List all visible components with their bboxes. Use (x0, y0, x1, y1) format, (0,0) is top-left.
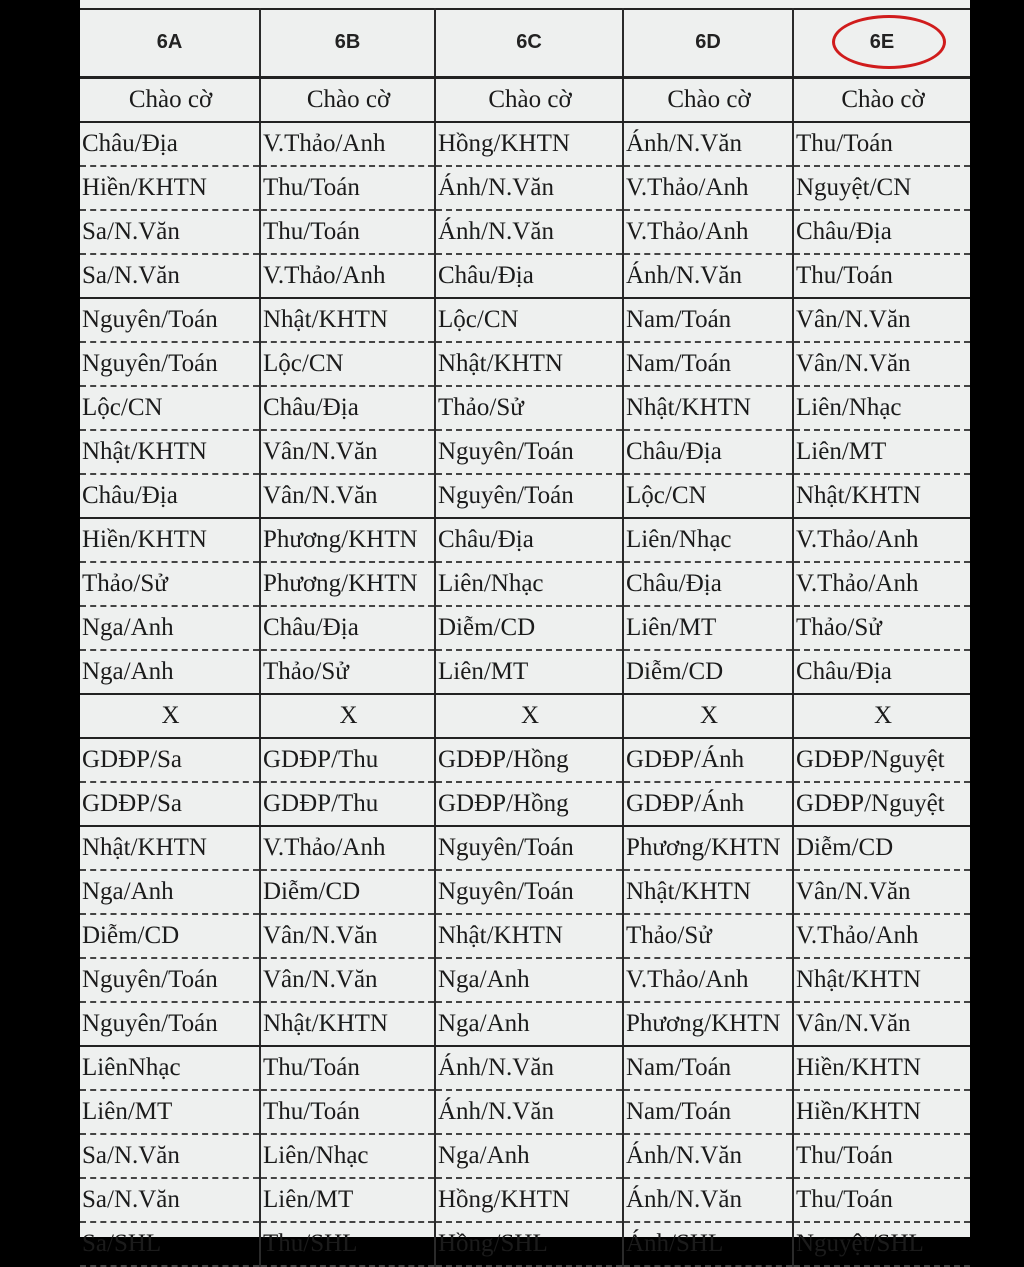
schedule-cell: V.Thảo/Anh (793, 914, 970, 958)
schedule-cell: Nhật/KHTN (80, 430, 260, 474)
schedule-cell: Nguyệt/CN (793, 166, 970, 210)
schedule-cell: GDĐP/Sa (80, 782, 260, 826)
schedule-cell: V.Thảo/Anh (260, 826, 435, 870)
schedule-cell: Liên/MT (80, 1090, 260, 1134)
schedule-cell: Sa/N.Văn (80, 254, 260, 298)
schedule-cell: Vân/N.Văn (260, 914, 435, 958)
schedule-cell: V.Thảo/Anh (623, 210, 793, 254)
table-row (80, 1134, 970, 1178)
schedule-cell: Lộc/CN (260, 342, 435, 386)
schedule-cell: Ánh/N.Văn (623, 1178, 793, 1222)
schedule-cell: Nam/Toán (623, 342, 793, 386)
schedule-cell: Nga/Anh (80, 606, 260, 650)
schedule-cell: Chào cờ (623, 78, 793, 123)
schedule-cell: X (80, 694, 260, 738)
schedule-cell: Châu/Địa (435, 518, 623, 562)
table-row (80, 1222, 970, 1266)
schedule-cell: Nhật/KHTN (260, 298, 435, 342)
schedule-cell: Phương/KHTN (623, 826, 793, 870)
schedule-cell: Thu/SHL (260, 1222, 435, 1266)
schedule-cell: Lộc/CN (80, 386, 260, 430)
schedule-cell: Nguyên/Toán (435, 474, 623, 518)
table-row (80, 430, 970, 474)
schedule-cell: Thảo/Sử (435, 386, 623, 430)
schedule-cell: Thu/Toán (260, 166, 435, 210)
schedule-cell: Vân/N.Văn (793, 298, 970, 342)
schedule-cell: GDĐP/Hồng (435, 782, 623, 826)
schedule-cell: Nhật/KHTN (435, 342, 623, 386)
schedule-cell: Nhật/KHTN (80, 826, 260, 870)
schedule-cell: Diễm/CD (260, 870, 435, 914)
schedule-cell: Nhật/KHTN (623, 870, 793, 914)
schedule-cell: Vân/N.Văn (793, 870, 970, 914)
schedule-cell: Vân/N.Văn (260, 430, 435, 474)
schedule-cell: Phương/KHTN (260, 518, 435, 562)
class-header-6a: 6A (80, 8, 260, 78)
schedule-cell: GDĐP/Ánh (623, 738, 793, 782)
schedule-cell: X (793, 694, 970, 738)
schedule-cell: Thu/Toán (260, 1046, 435, 1090)
schedule-cell: V.Thảo/Anh (793, 518, 970, 562)
schedule-cell: Nga/Anh (435, 1134, 623, 1178)
table-row (80, 518, 970, 562)
table-row (80, 474, 970, 518)
table-row (80, 914, 970, 958)
schedule-cell: Châu/Địa (435, 254, 623, 298)
schedule-cell: Ánh/N.Văn (435, 1090, 623, 1134)
schedule-cell: Châu/Địa (793, 650, 970, 694)
schedule-cell: Thu/Toán (793, 1134, 970, 1178)
schedule-cell: Hồng/SHL (435, 1222, 623, 1266)
schedule-cell: Hiền/KHTN (793, 1090, 970, 1134)
class-header-6d: 6D (623, 8, 793, 78)
schedule-cell: Nga/Anh (435, 1002, 623, 1046)
schedule-cell: Ánh/N.Văn (435, 1046, 623, 1090)
schedule-cell: Diễm/CD (623, 650, 793, 694)
schedule-cell: Nguyệt/SHL (793, 1222, 970, 1266)
schedule-cell: Liên/MT (623, 606, 793, 650)
schedule-cell: Phương/KHTN (623, 1002, 793, 1046)
schedule-cell: Thảo/Sử (260, 650, 435, 694)
schedule-cell: Chào cờ (80, 78, 260, 123)
schedule-cell: V.Thảo/Anh (623, 958, 793, 1002)
table-row (80, 298, 970, 342)
schedule-cell: Châu/Địa (260, 386, 435, 430)
schedule-cell: Vân/N.Văn (260, 958, 435, 1002)
schedule-cell: V.Thảo/Anh (623, 166, 793, 210)
table-row (80, 122, 970, 166)
schedule-cell: Châu/Địa (260, 606, 435, 650)
table-row (80, 606, 970, 650)
schedule-cell: Thảo/Sử (793, 606, 970, 650)
schedule-cell: Diễm/CD (80, 914, 260, 958)
schedule-cell: GDĐP/Hồng (435, 738, 623, 782)
table-row (80, 254, 970, 298)
table-row (80, 342, 970, 386)
schedule-cell: Liên/MT (260, 1178, 435, 1222)
schedule-cell: GDĐP/Thu (260, 782, 435, 826)
schedule-body (80, 78, 970, 1267)
schedule-cell: Ánh/N.Văn (435, 166, 623, 210)
schedule-cell: Lộc/CN (435, 298, 623, 342)
schedule-cell: Hồng/KHTN (435, 1178, 623, 1222)
schedule-cell: Nam/Toán (623, 298, 793, 342)
schedule-cell: Sa/N.Văn (80, 210, 260, 254)
schedule-cell: GDĐP/Nguyệt (793, 782, 970, 826)
schedule-cell: GDĐP/Thu (260, 738, 435, 782)
class-header-row (80, 8, 970, 78)
schedule-cell: V.Thảo/Anh (260, 254, 435, 298)
schedule-cell: Lộc/CN (623, 474, 793, 518)
schedule-cell: GDĐP/Nguyệt (793, 738, 970, 782)
table-row (80, 1046, 970, 1090)
table-row (80, 694, 970, 738)
schedule-cell: Ánh/N.Văn (623, 254, 793, 298)
table-row (80, 210, 970, 254)
schedule-cell: Chào cờ (793, 78, 970, 123)
schedule-cell: Diễm/CD (435, 606, 623, 650)
table-row (80, 78, 970, 123)
schedule-cell: Ánh/SHL (623, 1222, 793, 1266)
schedule-cell: X (623, 694, 793, 738)
schedule-cell: Ánh/N.Văn (623, 1134, 793, 1178)
schedule-cell: Châu/Địa (793, 210, 970, 254)
schedule-cell: Hiền/KHTN (80, 166, 260, 210)
schedule-cell: Liên/MT (435, 650, 623, 694)
table-row (80, 650, 970, 694)
table-row (80, 870, 970, 914)
schedule-cell: Thảo/Sử (80, 562, 260, 606)
schedule-cell: Thu/Toán (793, 254, 970, 298)
schedule-cell: Liên/MT (793, 430, 970, 474)
schedule-cell: Chào cờ (435, 78, 623, 123)
timetable-paper (80, 0, 970, 1257)
schedule-cell: Hiền/KHTN (80, 518, 260, 562)
class-header-6c: 6C (435, 8, 623, 78)
schedule-cell: Liên/Nhạc (793, 386, 970, 430)
class-header-6b: 6B (260, 8, 435, 78)
schedule-cell: Thảo/Sử (623, 914, 793, 958)
schedule-cell: V.Thảo/Anh (793, 562, 970, 606)
table-row (80, 386, 970, 430)
schedule-cell: Ánh/N.Văn (435, 210, 623, 254)
table-row (80, 738, 970, 782)
schedule-cell: Châu/Địa (623, 562, 793, 606)
schedule-cell: Nguyên/Toán (80, 958, 260, 1002)
schedule-cell: LiênNhạc (80, 1046, 260, 1090)
schedule-cell: X (260, 694, 435, 738)
schedule-cell: Châu/Địa (80, 474, 260, 518)
schedule-cell: Liên/Nhạc (260, 1134, 435, 1178)
table-row (80, 166, 970, 210)
schedule-cell: Nhật/KHTN (793, 474, 970, 518)
schedule-cell: Chào cờ (260, 78, 435, 123)
schedule-cell: Nhật/KHTN (435, 914, 623, 958)
schedule-cell: Sa/N.Văn (80, 1134, 260, 1178)
schedule-cell: Liên/Nhạc (435, 562, 623, 606)
schedule-cell: Thu/Toán (793, 1178, 970, 1222)
table-row (80, 826, 970, 870)
schedule-cell: Thu/Toán (793, 122, 970, 166)
schedule-cell: Nguyên/Toán (435, 826, 623, 870)
schedule-cell: Hiền/KHTN (793, 1046, 970, 1090)
schedule-cell: Ánh/N.Văn (623, 122, 793, 166)
timetable (80, 8, 970, 1267)
schedule-cell: Sa/SHL (80, 1222, 260, 1266)
schedule-cell: Nguyên/Toán (80, 1002, 260, 1046)
schedule-cell: Nga/Anh (80, 870, 260, 914)
schedule-cell: Phương/KHTN (260, 562, 435, 606)
schedule-cell: GDĐP/Ánh (623, 782, 793, 826)
table-row (80, 782, 970, 826)
schedule-cell: Châu/Địa (80, 122, 260, 166)
schedule-cell: Nga/Anh (435, 958, 623, 1002)
table-row (80, 958, 970, 1002)
schedule-cell: Nhật/KHTN (260, 1002, 435, 1046)
schedule-cell: Châu/Địa (623, 430, 793, 474)
schedule-cell: Nguyên/Toán (80, 342, 260, 386)
table-row (80, 1178, 970, 1222)
class-header-6e: 6E (793, 8, 970, 78)
schedule-cell: Nguyên/Toán (435, 870, 623, 914)
schedule-cell: Nguyên/Toán (80, 298, 260, 342)
schedule-cell: Diễm/CD (793, 826, 970, 870)
schedule-cell: Vân/N.Văn (793, 1002, 970, 1046)
table-row (80, 1002, 970, 1046)
table-row (80, 1090, 970, 1134)
schedule-cell: Nhật/KHTN (623, 386, 793, 430)
schedule-cell: Hồng/KHTN (435, 122, 623, 166)
schedule-cell: Liên/Nhạc (623, 518, 793, 562)
schedule-cell: V.Thảo/Anh (260, 122, 435, 166)
schedule-cell: Nguyên/Toán (435, 430, 623, 474)
schedule-cell: Vân/N.Văn (260, 474, 435, 518)
schedule-cell: X (435, 694, 623, 738)
schedule-cell: Thu/Toán (260, 210, 435, 254)
schedule-cell: Nam/Toán (623, 1046, 793, 1090)
schedule-cell: Nhật/KHTN (793, 958, 970, 1002)
schedule-cell: Vân/N.Văn (793, 342, 970, 386)
schedule-cell: Nga/Anh (80, 650, 260, 694)
schedule-cell: GDĐP/Sa (80, 738, 260, 782)
schedule-cell: Nam/Toán (623, 1090, 793, 1134)
table-row (80, 562, 970, 606)
schedule-cell: Sa/N.Văn (80, 1178, 260, 1222)
schedule-cell: Thu/Toán (260, 1090, 435, 1134)
